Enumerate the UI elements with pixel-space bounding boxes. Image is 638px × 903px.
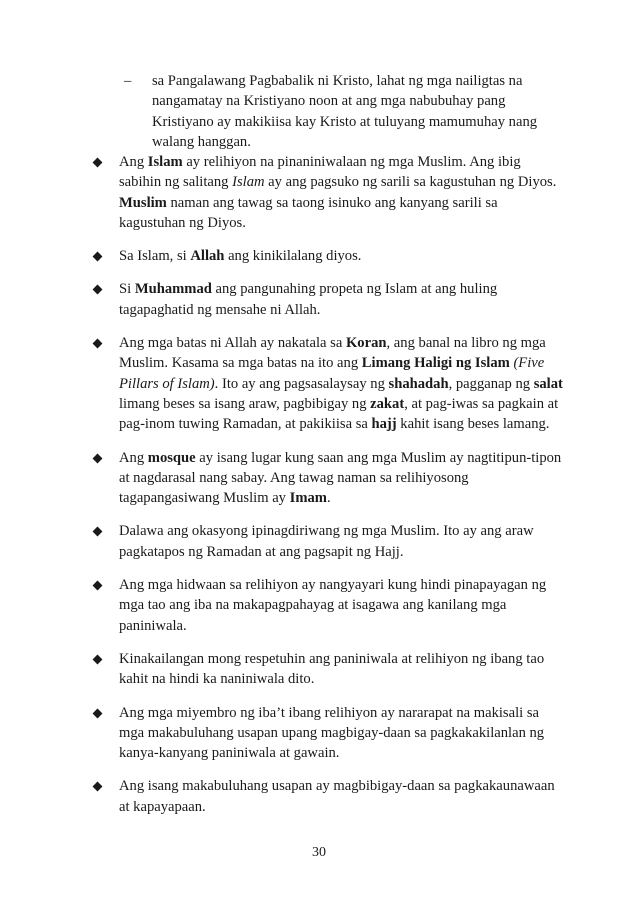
diamond-bullet-icon [93, 285, 103, 295]
text-run: ay ang pagsuko ng sarili sa kagustuhan ng Diyos. [264, 174, 557, 191]
italic-term: (Five Pillars of Islam) [119, 355, 545, 392]
text-run: Ang [119, 449, 148, 466]
bullet-item [94, 279, 564, 320]
bullet-list [94, 152, 564, 830]
text-run: , ang banal na libro ng mga Muslim. Kasama sa mga batas na ito ang [119, 335, 546, 372]
text-run: , at pag-iwas sa pagkain at pag-inom tuwing Ramadan, at pakikiisa sa [119, 395, 559, 433]
diamond-bullet-icon [93, 782, 103, 792]
diamond-bullet-icon [93, 252, 103, 262]
text-run: limang beses sa isang araw, pagbibigay ng [119, 395, 371, 412]
text-run: Sa Islam, si [119, 248, 191, 265]
diamond-bullet-icon [93, 453, 103, 463]
bullet-text [119, 152, 564, 233]
bullet-text [119, 333, 564, 434]
bullet-text [119, 649, 564, 690]
text-run: kahit isang beses lamang. [396, 416, 550, 433]
text-run: Kinakailangan mong respetuhin ang paniniwala at relihiyon ng ibang tao kahit na hindi ka naniniwala dito. [119, 650, 545, 688]
bold-term: Muslim [119, 194, 167, 211]
text-run: ang pangunahing propeta ng Islam at ang huling tagapaghatid ng mensahe ni Allah. [119, 281, 498, 318]
text-run: . [326, 490, 331, 507]
bold-term: shahadah [388, 375, 449, 392]
bullet-item [94, 776, 564, 817]
text-run: , pagganap ng [448, 375, 534, 392]
diamond-bullet-icon [93, 158, 103, 168]
bold-term: mosque [147, 449, 196, 466]
text-run: ay relihiyon na pinaniniwalaan ng mga Muslim. Ang ibig sabihin ng salitang [119, 154, 521, 191]
text-run: Ang mga miyembro ng iba’t ibang relihiyon ay nararapat na makisali sa mga makabuluhang usapan upang magbigay-daan sa pagkakakilanlan ng kanya-kanyang paniniwala at gawain. [119, 704, 545, 762]
bullet-text [119, 246, 564, 266]
bullet-item [94, 703, 564, 764]
bullet-text [119, 448, 564, 509]
diamond-bullet-icon [93, 581, 103, 591]
bold-term: Imam [289, 490, 327, 507]
diamond-bullet-icon [93, 654, 103, 664]
text-run: Ang [119, 154, 148, 170]
bold-term: zakat [370, 395, 405, 412]
text-run: ang kinikilalang diyos. [224, 248, 362, 265]
bold-term: Koran [345, 335, 387, 352]
bullet-text [119, 521, 564, 562]
bold-term: Islam [147, 154, 183, 170]
continuation-item [124, 71, 564, 152]
diamond-bullet-icon [93, 527, 103, 537]
bullet-item [94, 152, 564, 233]
bold-term: salat [533, 375, 563, 392]
italic-term: Islam [232, 174, 265, 191]
bullet-item [94, 575, 564, 636]
text-run: Ang mga batas ni Allah ay nakatala sa [119, 335, 346, 352]
bullet-item [94, 649, 564, 690]
diamond-bullet-icon [93, 708, 103, 718]
continuation-text: sa Pangalawang Pagbabalik ni Kristo, lahat ng mga nailigtas na nangamatay na Kristiyano noon at ang mga nabubuhay pang Kristiyano ay makikiisa kay Kristo at tuluyang mamumuhay nang walang hanggan. [152, 73, 538, 150]
text-run: Ang isang makabuluhang usapan ay magbibigay-daan sa pagkakaunawaan at kapayapaan. [119, 778, 555, 815]
dash-marker: – [124, 73, 132, 89]
text-run: . Ito ay ang pagsasalaysay ng [214, 375, 389, 392]
text-run: ay isang lugar kung saan ang mga Muslim ay nagtitipun-tipon at nagdarasal nang sabay. Ang tawag naman sa relihiyosong tagapangasiwang Muslim ay [119, 449, 562, 507]
bold-term: Limang Haligi ng Islam [361, 355, 510, 372]
bullet-text [119, 703, 564, 764]
bullet-item [94, 521, 564, 562]
text-run: Ang mga hidwaan sa relihiyon ay nangyayari kung hindi pinapayagan ng mga tao ang iba na makapagpahayag at isagawa ang kanilang mga paniniwala. [119, 577, 547, 634]
bullet-text [119, 279, 564, 320]
bullet-text [119, 575, 564, 636]
page-number: 30 [312, 845, 326, 860]
text-run: naman ang tawag sa taong isinuko ang kanyang sarili sa kagustuhan ng Diyos. [119, 194, 498, 231]
diamond-bullet-icon [93, 339, 103, 349]
bullet-text [119, 776, 564, 817]
bold-term: Muhammad [134, 281, 212, 298]
bullet-item [94, 448, 564, 509]
text-run: Si [119, 281, 135, 298]
text-run: Dalawa ang okasyong ipinagdiriwang ng mga Muslim. Ito ay ang araw pagkatapos ng Ramadan at ang pagsapit ng Hajj. [119, 523, 534, 560]
bold-term: hajj [371, 416, 397, 433]
bullet-item [94, 333, 564, 434]
bold-term: Allah [190, 248, 225, 265]
bullet-item [94, 246, 564, 266]
